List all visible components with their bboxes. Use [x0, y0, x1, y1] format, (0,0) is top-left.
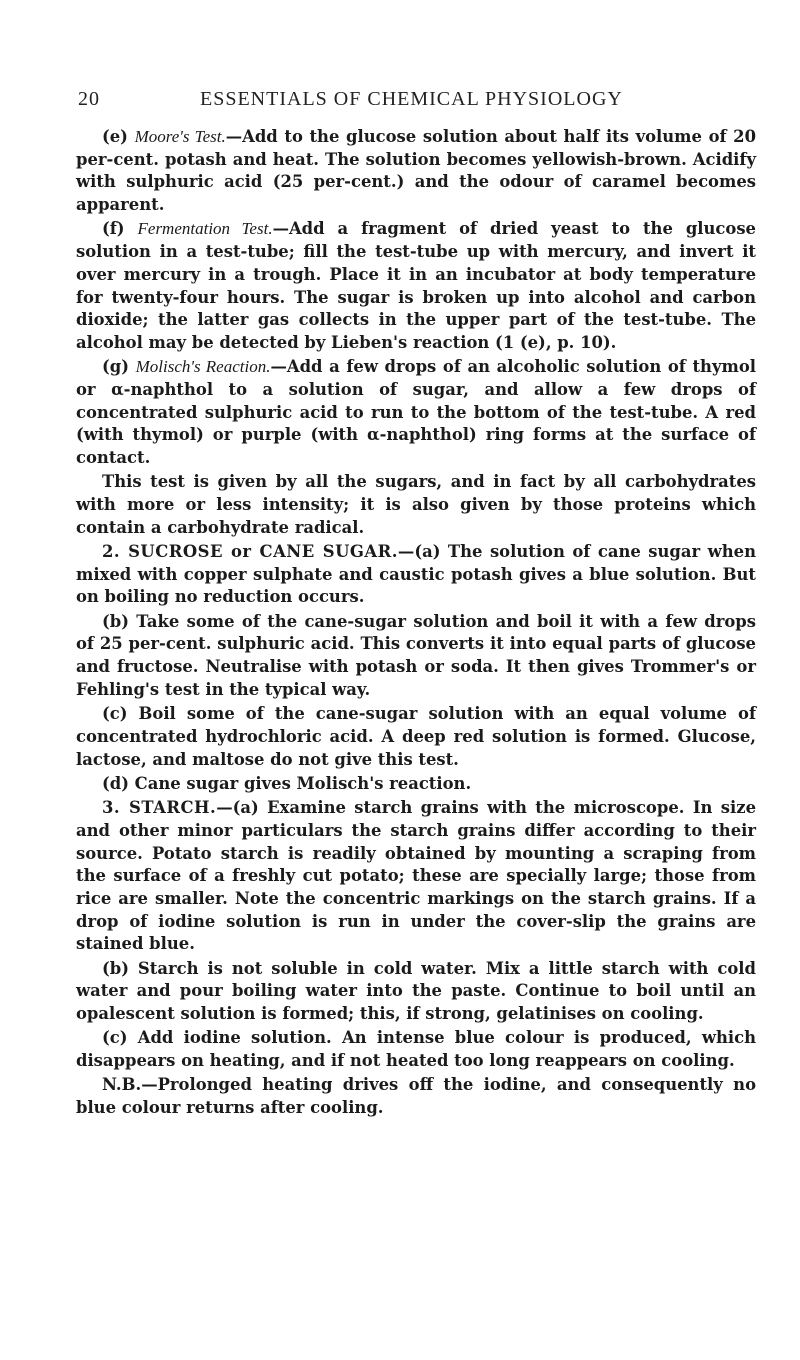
- paragraph-sucrose-d: [76, 773, 756, 796]
- paragraph-text: (b) Take some of the cane-sugar solution and boil it with a few drops of 25 per-cent. sulphuric acid. This converts it into equal parts of glucose and fructose. Neutralise with potash or soda. It then gives Trommer's or Fehling's test in the typical way.: [76, 611, 756, 699]
- section-heading: 3. STARCH.: [102, 798, 217, 818]
- paragraph-starch-c: [76, 1027, 756, 1072]
- paragraph-text: (d) Cane sugar gives Molisch's reaction.: [102, 773, 472, 793]
- paragraph-lead: (g): [102, 357, 129, 377]
- paragraph-text: (c) Add iodine solution. An intense blue colour is produced, which disappears on heating, and if not heated too long reappears on cooling.: [76, 1028, 756, 1071]
- section-title: Moore's Test.: [134, 127, 226, 146]
- paragraph-molisch-reaction: [76, 356, 756, 470]
- paragraph-starch-b: [76, 958, 756, 1026]
- section-title: Molisch's Reaction.: [135, 357, 271, 377]
- running-title: ESSENTIALS OF CHEMICAL PHYSIOLOGY: [200, 88, 623, 110]
- paragraph-text: —Add a fragment of dried yeast to the glucose solution in a test-tube; fill the test-tube up with mercury, and invert it over mercury in a trough. Place it in an incubator at body temperature for twenty-four hours. The sugar is broken up into alcohol and carbon dioxide; the latter gas collects in the upper part of the test-tube. The alcohol may be detected by Lieben's reaction (1 (e), p. 10).: [76, 219, 756, 352]
- paragraph-text: —Prolonged heating drives off the iodine, and consequently no blue colour returns after cooling.: [76, 1075, 756, 1118]
- paragraph-sucrose: [76, 541, 756, 609]
- paragraph-molisch-note: [76, 471, 756, 539]
- paragraph-text: —Add a few drops of an alcoholic solution of thymol or α-naphthol to a solution of sugar, and allow a few drops of concentrated sulphuric acid to run to the bottom of the test-tube. A red (with thymol) or purple (with α-naphthol) ring forms at the surface of contact.: [76, 357, 756, 468]
- section-heading: 2. SUCROSE or CANE SUGAR.: [102, 542, 398, 562]
- paragraph-starch: [76, 797, 756, 956]
- paragraph-lead: N.B.: [102, 1075, 142, 1095]
- paragraph-text: —(a) The solution of cane sugar when mixed with copper sulphate and caustic potash gives a blue solution. But on boiling no reduction occurs.: [76, 542, 756, 607]
- page-body: [76, 126, 756, 1120]
- paragraph-text: (b) Starch is not soluble in cold water. Mix a little starch with cold water and pour boiling water into the paste. Continue to boil until an opalescent solution is formed; this, if strong, gelatinises on cooling.: [76, 958, 756, 1024]
- paragraph-moores-test: [76, 126, 756, 217]
- paragraph-text: —Add to the glucose solution about half its volume of 20 per-cent. potash and heat. The solution becomes yellowish-brown. Acidify with sulphuric acid (25 per-cent.) and the odour of caramel becomes apparent.: [76, 127, 756, 215]
- paragraph-sucrose-b: [76, 611, 756, 702]
- paragraph-text: (c) Boil some of the cane-sugar solution with an equal volume of concentrated hydrochloric acid. A deep red solution is formed. Glucose, lactose, and maltose do not give this test.: [76, 704, 756, 769]
- paragraph-sucrose-c: [76, 703, 756, 771]
- section-title: Fermentation Test.: [137, 219, 273, 239]
- paragraph-text: —(a) Examine starch grains with the microscope. In size and other minor particulars the starch grains differ according to their source. Potato starch is readily obtained by mounting a scraping from the surface of a freshly cut potato; these are specially large; those from rice are smaller. Note the concentric markings on the starch grains. If a drop of iodine solution is run in under the cover-slip the grains are stained blue.: [76, 798, 756, 954]
- paragraph-text: This test is given by all the sugars, and in fact by all carbohydrates with more or less intensity; it is also given by those proteins which contain a carbohydrate radical.: [76, 472, 756, 537]
- paragraph-lead: (f): [102, 219, 125, 239]
- paragraph-nota-bene: [76, 1074, 756, 1119]
- paragraph-fermentation-test: [76, 218, 756, 354]
- paragraph-lead: (e): [102, 127, 128, 146]
- page-number: 20: [78, 88, 100, 110]
